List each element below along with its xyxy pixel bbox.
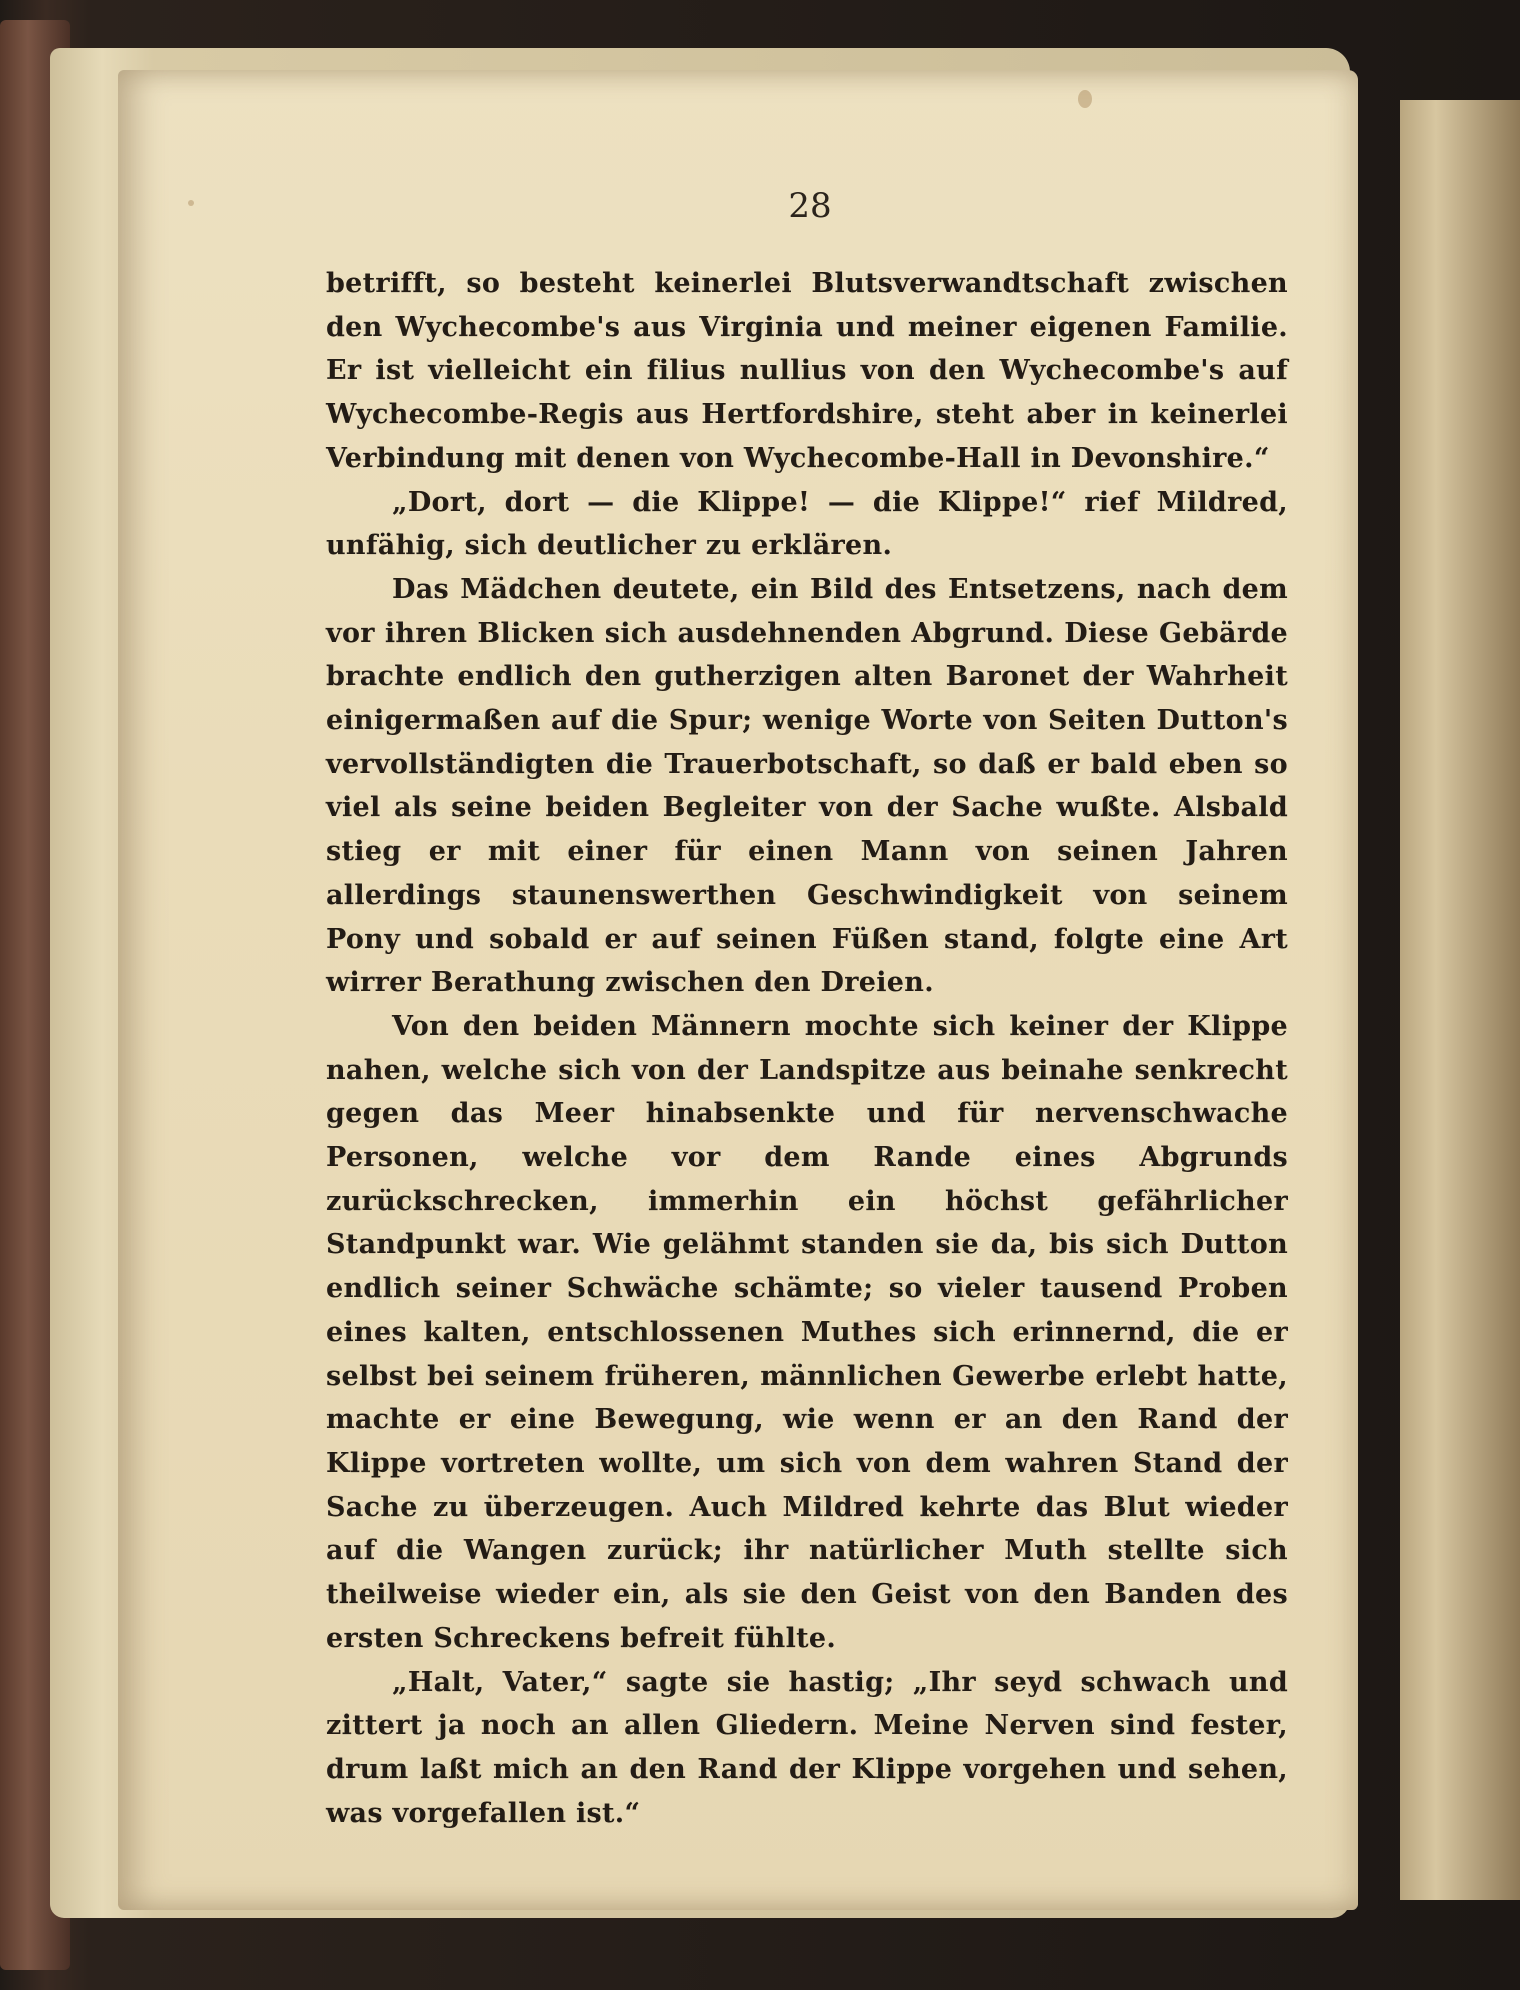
ink-stain [1078,90,1092,108]
paragraph-4: Von den beiden Männern mochte sich keiner der Klippe nahen, welche sich von der Landspitze aus beinahe senkrecht gegen das Meer hinabsenkte und für nervenschwache Personen, welche vor dem Rande eines Abgrunds zurückschrecken, immerhin ein höchst gefährlicher Standpunkt war. Wie gelähmt standen sie da, bis sich Dutton endlich seiner Schwäche schämte; so vieler tausend Proben eines kalten, entschlossenen Muthes sich erinnernd, die er selbst bei seinem früheren, männlichen Gewerbe erlebt hatte, machte er eine Bewegung, wie wenn er an den Rand der Klippe vortreten wollte, um sich von dem wahren Stand der Sache zu überzeugen. Auch Mildred kehrte das Blut wieder auf die Wangen zurück; ihr natürlicher Muth stellte sich theilweise wieder ein, als sie den Geist von den Banden des ersten Schreckens befreit fühlte. [326,1010,1288,1654]
facing-page-edge [1400,100,1520,1900]
paragraph-2: „Dort, dort — die Klippe! — die Klippe!“ rief Mildred, unfähig, sich deutlicher zu erklären. [326,486,1288,562]
page-number: 28 [788,186,832,226]
paragraph-5: „Halt, Vater,“ sagte sie hastig; „Ihr seyd schwach und zittert ja noch an allen Gliedern. Meine Nerven sind fester, drum laßt mich an den Rand der Klippe vorgehen und sehen, was vorgefallen ist.“ [326,1666,1288,1829]
paragraph-3: Das Mädchen deutete, ein Bild des Entsetzens, nach dem vor ihren Blicken sich ausdehnenden Abgrund. Diese Gebärde brachte endlich den gutherzigen alten Baronet der Wahrheit einigermaßen auf die Spur; wenige Worte von Seiten Dutton's vervollständigten die Trauerbotschaft, so daß er bald eben so viel als seine beiden Begleiter von der Sache wußte. Alsbald stieg er mit einer für einen Mann von seinen Jahren allerdings staunenswerthen Geschwindigkeit von seinem Pony und sobald er auf seinen Füßen stand, folgte eine Art wirrer Berathung zwischen den Dreien. [326,573,1288,999]
body-text [326,262,1288,1835]
paragraph-1: betrifft, so besteht keinerlei Blutsverwandtschaft zwischen den Wychecombe's aus Virginia und meiner eigenen Familie. Er ist vielleicht ein filius nullius von den Wychecombe's auf Wychecombe-Regis aus Hertfordshire, steht aber in keinerlei Verbindung mit denen von Wychecombe-Hall in Devonshire.“ [326,268,1288,474]
